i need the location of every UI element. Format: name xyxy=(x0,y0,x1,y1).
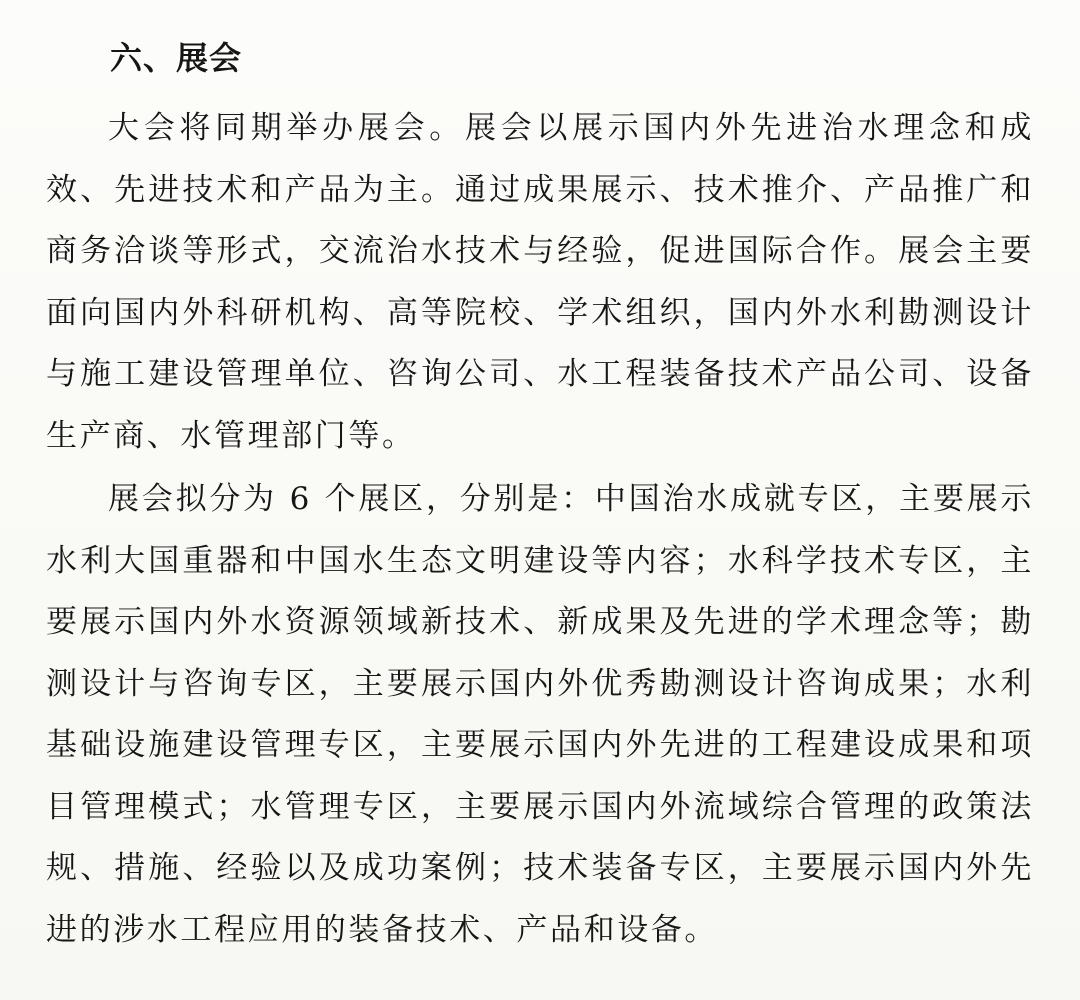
paragraph-exhibition-overview: 大会将同期举办展会。展会以展示国内外先进治水理念和成效、先进技术和产品为主。通过成果展示、技术推介、产品推广和商务洽谈等形式，交流治水技术与经验，促进国际合作。展会主要面向国内外科研机构、高等院校、学术组织，国内外水利勘测设计与施工建设管理单位、咨询公司、水工程装备技术产品公司、设备生产商、水管理部门等。 xyxy=(46,110,1034,454)
paragraph-exhibition-zones: 展会拟分为 6 个展区，分别是：中国治水成就专区，主要展示水利大国重器和中国水生态文明建设等内容；水科学技术专区，主要展示国内外水资源领域新技术、新成果及先进的学术理念等；勘测设计与咨询专区，主要展示国内外优秀勘测设计咨询成果；水利基础设施建设管理专区，主要展示国内外先进的工程建设成果和项目管理模式；水管理专区，主要展示国内外流域综合管理的政策法规、措施、经验以及成功案例；技术装备专区，主要展示国内外先进的涉水工程应用的装备技术、产品和设备。 xyxy=(46,481,1034,948)
section-title: 六、展会 xyxy=(110,39,243,77)
